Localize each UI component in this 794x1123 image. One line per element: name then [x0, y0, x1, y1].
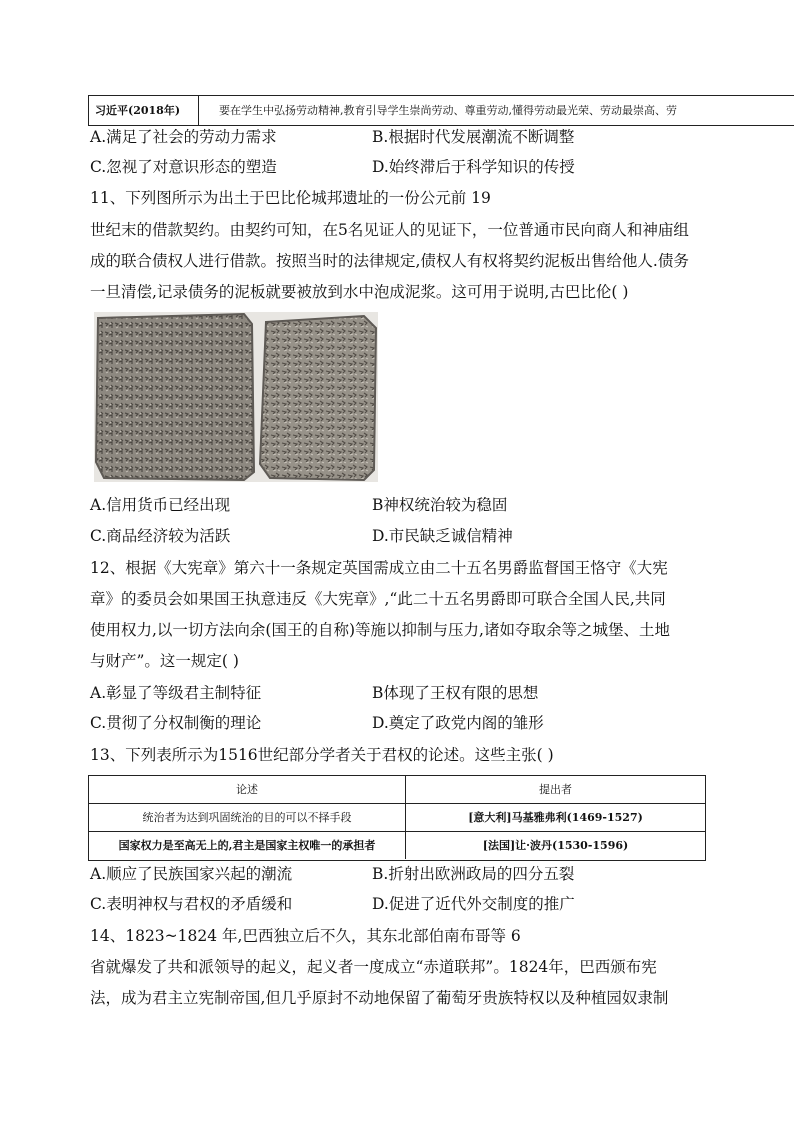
q13-option-d: D.促进了近代外交制度的推广 [372, 895, 575, 913]
table-row [89, 804, 705, 832]
table-header-author: 提出者 [539, 783, 572, 796]
q12-option-b: B体现了王权有限的思想 [372, 684, 539, 702]
table-row [89, 832, 705, 859]
table-cell-statement: 国家权力是至高无上的,君主是国家主权唯一的承担者 [89, 832, 406, 859]
quote-source: 习近平(2018年) [89, 96, 199, 125]
sovereignty-table [88, 775, 706, 861]
q12-stem-4: 与财产”。这一规定( ) [90, 652, 239, 670]
table-cell-author: [意大利]马基雅弗利(1469-1527) [468, 811, 643, 824]
q11-stem-3: 成的联合债权人进行借款。按照当时的法律规定,债权人有权将契约泥板出售给他人.债务 [90, 252, 689, 270]
clay-tablet-photo [94, 312, 378, 482]
quote-text: 要在学生中弘扬劳动精神,教育引导学生崇尚劳动、尊重劳动,懂得劳动最光荣、劳动最崇高、劳 [219, 104, 677, 117]
table-cell-author: [法国]让·波丹(1530-1596) [482, 839, 629, 852]
q10-option-d: D.始终滞后于科学知识的传授 [372, 158, 575, 176]
q12-stem-1: 12、根据《大宪章》第六十一条规定英国需成立由二十五名男爵监督国王恪守《大宪 [90, 559, 668, 577]
q10-option-a: A.满足了社会的劳动力需求 [90, 128, 277, 146]
q11-option-a: A.信用货币已经出现 [90, 496, 231, 514]
q13-stem-1: 13、下列表所示为1516世纪部分学者关于君权的论述。这些主张( ) [90, 746, 554, 764]
q14-stem-1: 14、1823~1824 年,巴西独立后不久，其东北部伯南布哥等 6 [90, 927, 521, 945]
q12-option-c: C.贯彻了分权制衡的理论 [90, 714, 262, 732]
q11-stem-2: 世纪末的借款契约。由契约可知，在5名见证人的见证下，一位普通市民向商人和神庙组 [90, 221, 689, 239]
q13-option-b: B.折射出欧洲政局的四分五裂 [372, 865, 575, 883]
q14-stem-2: 省就爆发了共和派领导的起义，起义者一度成立“赤道联邦”。1824年，巴西颁布宪 [90, 958, 657, 976]
q11-option-c: C.商品经济较为活跃 [90, 527, 231, 545]
q10-option-c: C.忽视了对意识形态的塑造 [90, 158, 277, 176]
q11-option-d: D.市民缺乏诚信精神 [372, 527, 513, 545]
q14-stem-3: 法，成为君主立宪制帝国,但几乎原封不动地保留了葡萄牙贵族特权以及种植园奴隶制 [90, 989, 669, 1007]
q12-option-d: D.奠定了政党内阁的雏形 [372, 714, 544, 732]
table-cell-statement: 统治者为达到巩固统治的目的可以不择手段 [89, 804, 406, 831]
q10-option-b: B.根据时代发展潮流不断调整 [372, 128, 575, 146]
q11-stem-4: 一旦清偿,记录债务的泥板就要被放到水中泡成泥浆。这可用于说明,古巴比伦( ) [90, 283, 629, 301]
q13-option-c: C.表明神权与君权的矛盾缓和 [90, 895, 293, 913]
q11-stem-1: 11、下列图所示为出土于巴比伦城邦遗址的一份公元前 19 [90, 189, 491, 207]
table-header-statement: 论述 [89, 776, 406, 803]
q12-stem-2: 章》的委员会如果国王执意违反《大宪章》,“此二十五名男爵即可联合全国人民,共同 [90, 590, 666, 608]
table-header-row [89, 776, 705, 804]
q11-option-b: B神权统治较为稳固 [372, 496, 508, 514]
q12-option-a: A.彰显了等级君主制特征 [90, 684, 262, 702]
q12-stem-3: 使用权力,以一切方法向余(国王的自称)等施以抑制与压力,诸如夺取余等之城堡、土地 [90, 621, 670, 639]
q13-option-a: A.顺应了民族国家兴起的潮流 [90, 865, 293, 883]
quote-table [88, 95, 794, 126]
